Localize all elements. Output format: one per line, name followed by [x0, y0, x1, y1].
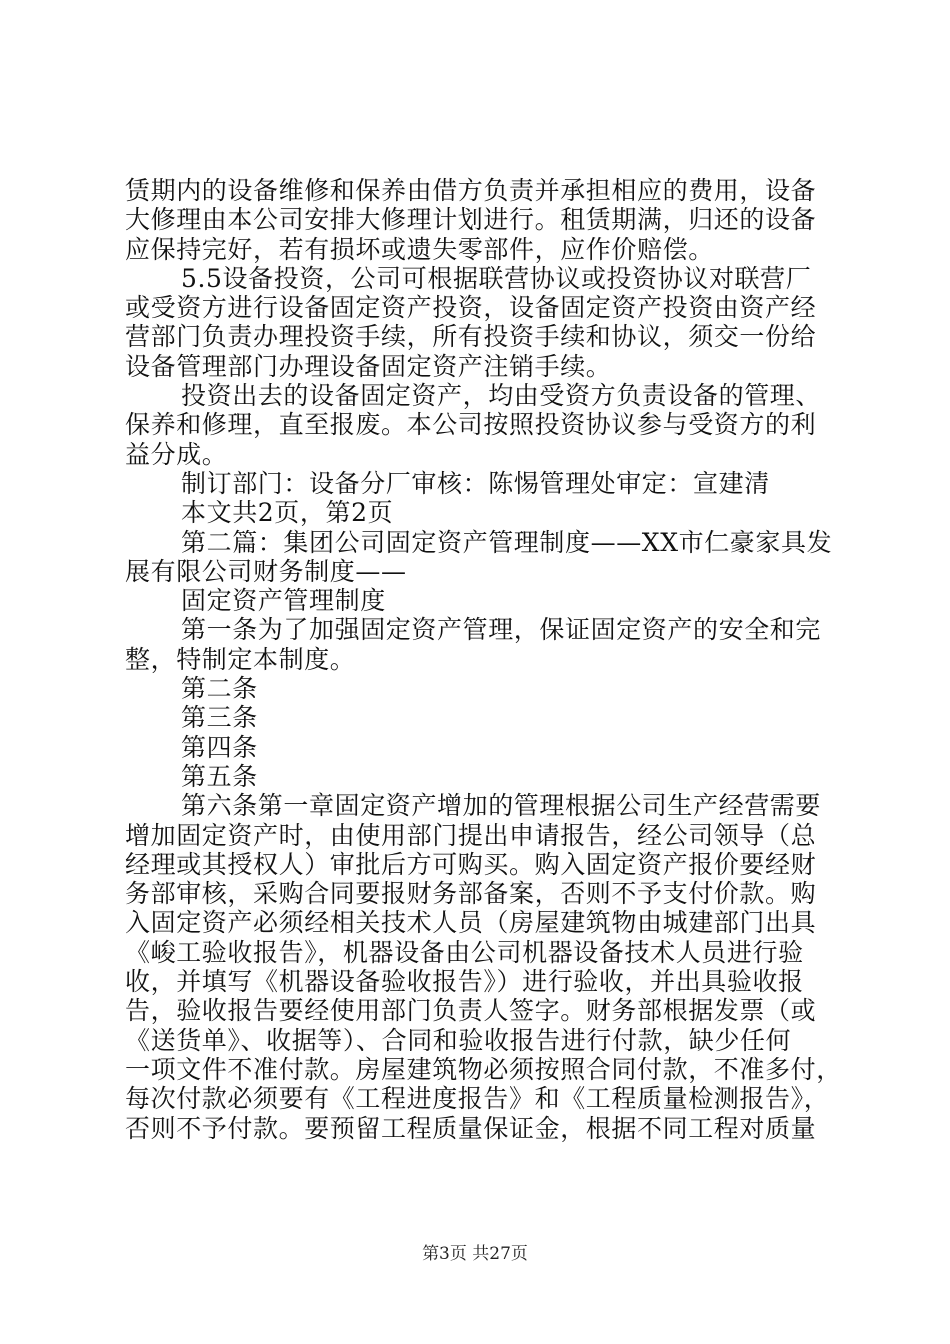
text-line: 第四条: [181, 732, 258, 762]
text-line: 赁期内的设备维修和保养由借方负责并承担相应的费用，设备: [125, 176, 817, 205]
text-line: 第一条为了加强固定资产管理，保证固定资产的安全和完: [181, 615, 822, 645]
text-line: 第六条第一章固定资产增加的管理根据公司生产经营需要: [181, 791, 822, 821]
text-line: 第三条: [181, 703, 258, 733]
text-line: 第二篇：集团公司固定资产管理制度——XX市仁豪家具发: [181, 527, 833, 557]
text-line: 制订部门：设备分厂审核：陈惕管理处审定：宣建清: [181, 468, 770, 498]
text-line: 第二条: [181, 674, 258, 704]
text-line: 增加固定资产时，由使用部门提出申请报告，经公司领导（总: [125, 820, 817, 850]
text-line: 益分成。: [125, 439, 228, 469]
text-line: 应保持完好，若有损坏或遗失零部件，应作价赔偿。: [125, 234, 714, 264]
text-line: 或受资方进行设备固定资产投资，设备固定资产投资由资产经: [125, 293, 817, 323]
text-line: 本文共2页，第2页: [181, 498, 394, 528]
text-line: 收，并填写《机器设备验收报告》）进行验收，并出具验收报: [125, 967, 804, 997]
body-text: [125, 176, 842, 1143]
text-line: 《送货单》、收据等）、合同和验收报告进行付款，缺少任何: [125, 1025, 792, 1055]
text-line: 务部审核，采购合同要报财务部备案，否则不予支付价款。购: [125, 879, 817, 909]
text-line: 5.5设备投资，公司可根据联营协议或投资协议对联营厂: [181, 263, 812, 293]
text-line: 设备管理部门办理设备固定资产注销手续。: [125, 351, 612, 381]
text-line: 整，特制定本制度。: [125, 644, 356, 674]
text-line: 第五条: [181, 761, 258, 791]
text-line: 入固定资产必须经相关技术人员（房屋建筑物由城建部门出具: [125, 908, 817, 938]
text-line: 保养和修理，直至报废。本公司按照投资协议参与受资方的利: [125, 410, 817, 440]
text-line: 营部门负责办理投资手续，所有投资手续和协议，须交一份给: [125, 322, 817, 352]
text-line: 大修理由本公司安排大修理计划进行。租赁期满，归还的设备: [125, 205, 817, 235]
text-line: 每次付款必须要有《工程进度报告》和《工程质量检测报告》，: [125, 1084, 830, 1114]
text-line: 告，验收报告要经使用部门负责人签字。财务部根据发票（或: [125, 996, 817, 1026]
text-line: 经理或其授权人）审批后方可购买。购入固定资产报价要经财: [125, 849, 817, 879]
text-line: 固定资产管理制度: [181, 586, 386, 616]
text-line: 展有限公司财务制度——: [125, 556, 407, 586]
page-footer: 第3页 共27页: [422, 1244, 528, 1264]
text-line: 否则不予付款。要预留工程质量保证金，根据不同工程对质量: [125, 1113, 817, 1143]
text-line: 一项文件不准付款。房屋建筑物必须按照合同付款，不准多付，: [125, 1054, 842, 1084]
text-line: 投资出去的设备固定资产，均由受资方负责设备的管理、: [181, 381, 822, 411]
text-line: 《峻工验收报告》，机器设备由公司机器设备技术人员进行验: [125, 937, 804, 967]
